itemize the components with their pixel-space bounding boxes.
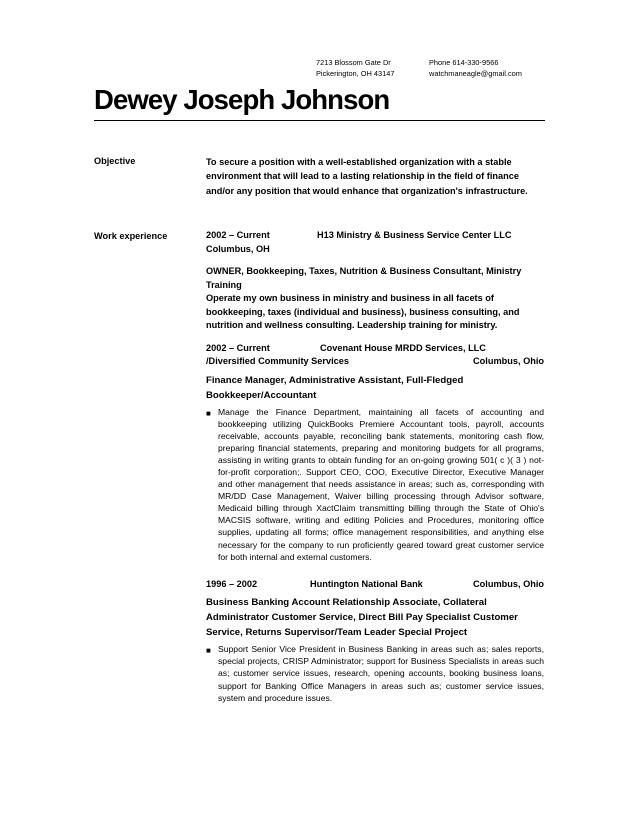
job-2-dates: 2002 – Current	[206, 342, 270, 353]
contact-phone-email	[429, 57, 522, 79]
job-1-dates: 2002 – Current	[206, 230, 270, 240]
job-2-location: Columbus, Ohio	[473, 356, 544, 366]
email: watchmaneagle@gmail.com	[429, 69, 522, 78]
job-3-bullet-text: Support Senior Vice President in Business Banking in areas such as; sales reports, special projects, CRISP Administrator; support for Business Specialists in areas such as; customer service issues, research, opening accounts, booking business loans, support for Banking Office Managers in areas such as; customer service issues, system and procedure issues.	[218, 644, 544, 703]
job-3-bullet	[206, 643, 544, 703]
job-2-company-line2: /Diversified Community Services	[206, 356, 349, 366]
job-1-description: Operate my own business in ministry and business in all facets of bookkeeping, taxes (individual and business), business consulting, and nutrition and wellness consulting. Leadership training for ministry.	[206, 293, 520, 330]
job-3	[206, 578, 544, 704]
header-rule	[94, 120, 545, 121]
candidate-name: Dewey Joseph Johnson	[94, 84, 390, 115]
bullet-square-icon: ■	[206, 408, 211, 418]
job-3-title: Business Banking Account Relationship Associate, Collateral Administrator Customer Service, Direct Bill Pay Specialist Customer Service, Returns Supervisor/Team Leader Special Project	[206, 597, 518, 639]
job-1-location: Columbus, OH	[206, 243, 270, 254]
job-2	[206, 342, 544, 563]
job-1	[206, 229, 544, 333]
bullet-square-icon: ■	[206, 646, 211, 656]
job-2-bullet	[206, 406, 544, 563]
job-3-company: Huntington National Bank	[310, 578, 423, 589]
contact-address	[316, 57, 394, 79]
job-1-company: H13 Ministry & Business Service Center LLC	[317, 230, 512, 240]
phone: Phone 614-330-9566	[429, 58, 499, 67]
job-2-company: Covenant House MRDD Services, LLC	[320, 342, 486, 353]
address-line-1: 7213 Blossom Gate Dr	[316, 58, 391, 67]
objective-text: To secure a position with a well-established organization with a stable environment that will lead to a lasting relationship in the field of finance and/or any position that would enhance that organization's infrastructure.	[206, 157, 528, 196]
job-1-title: OWNER, Bookkeeping, Taxes, Nutrition & Business Consultant, Ministry Training	[206, 266, 522, 290]
address-line-2: Pickerington, OH 43147	[316, 69, 395, 78]
job-2-title: Finance Manager, Administrative Assistant, Full-Fledged Bookkeeper/Accountant	[206, 374, 464, 401]
objective-label: Objective	[94, 156, 136, 166]
job-2-bullet-text: Manage the Finance Department, maintaining all facets of accounting and bookkeeping utilizing QuickBooks Premiere Accountant tools, payroll, accounts receivable, accounts payable, reconciling bank statements, monitoring cash flow, preparing financial statements, preparing and monitoring budgets for all programs, assisting in writing grants to obtain funding for an on-going growing 501( c )( 3 ) not-for-profit corporation;. Support CEO, COO, Executive Director, Executive Manager and other management that needs assistance in areas; such as, corresponding with MR/DD Case Management, Waiver billing processing through Advisor software, Medicaid billing through XactClaim transmitting billing through the State of Ohio's MACSIS software, writing and editing Policies and Procedures, monitoring office supplies, updating all forms; office management responsibilities, and anything else necessary for the company to run proficiently geared toward great customer service for both internal and external customers.	[218, 406, 544, 562]
work-experience-body	[206, 229, 544, 704]
job-3-location: Columbus, Ohio	[473, 578, 544, 589]
work-experience-label: Work experience	[94, 231, 168, 241]
job-3-dates: 1996 – 2002	[206, 578, 258, 589]
